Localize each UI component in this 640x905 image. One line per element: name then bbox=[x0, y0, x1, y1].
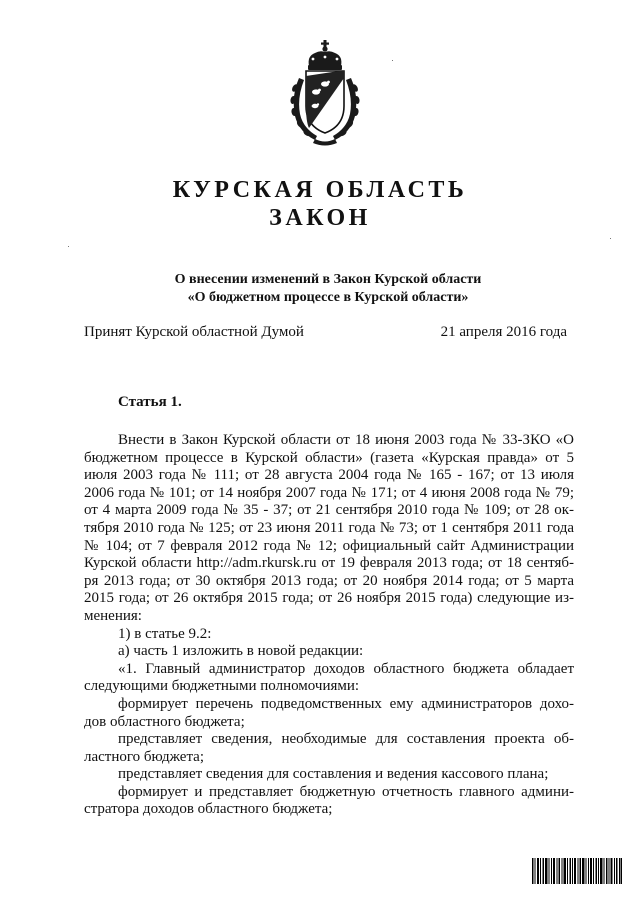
body-line: следующими бюджетными полномочиями: bbox=[84, 678, 360, 695]
region-title: КУРСКАЯ ОБЛАСТЬ bbox=[172, 177, 468, 203]
body-line: ластного бюджета; bbox=[84, 748, 205, 765]
body-line: формирует и представляет бюджетную отчетность главного админи- bbox=[118, 783, 574, 800]
barcode-icon bbox=[532, 858, 622, 884]
coat-of-arms-icon bbox=[285, 40, 365, 148]
body-line: Курской области http://adm.rkursk.ru от 19 февраля 2013 года; от 18 сентяб- bbox=[84, 555, 574, 572]
adoption-info-row bbox=[84, 322, 567, 342]
body-line: Внести в Закон Курской области от 18 июня 2003 года № 33-ЗКО «О bbox=[118, 432, 574, 448]
body-line: от 4 марта 2009 года № 35 - 37; от 21 сентября 2010 года № 109; от 28 ок- bbox=[84, 502, 574, 519]
article-body bbox=[84, 432, 574, 819]
adoption-date: 21 апреля 2016 года bbox=[440, 324, 567, 340]
document-type-title: ЗАКОН bbox=[269, 205, 371, 231]
body-line: представляет сведения для составления и ведения кассового плана; bbox=[118, 766, 549, 783]
body-line: № 104; от 7 февраля 2012 года № 12; официальный сайт Администрации bbox=[84, 537, 574, 554]
adopted-by-text: Принят Курской областной Думой bbox=[84, 324, 304, 340]
body-line: тября 2010 года № 125; от 23 июня 2011 года № 73; от 1 сентября 2011 года bbox=[84, 519, 574, 536]
body-line: ря 2013 года; от 30 октября 2013 года; от 20 ноября 2014 года; от 5 марта bbox=[84, 572, 574, 589]
body-line: бюджетном процессе в Курской области» (газета «Курская правда» от 5 bbox=[84, 449, 574, 466]
body-line: представляет сведения, необходимые для составления проекта об- bbox=[118, 731, 574, 748]
scan-speck bbox=[610, 238, 611, 239]
scan-speck bbox=[392, 60, 393, 61]
body-line: дов областного бюджета; bbox=[84, 713, 245, 730]
body-line: «1. Главный администратор доходов областного бюджета обладает bbox=[118, 660, 574, 677]
law-subtitle-line-1: О внесении изменений в Закон Курской области bbox=[174, 272, 482, 287]
body-line: менения: bbox=[84, 607, 142, 624]
body-line: июля 2003 года № 111; от 28 августа 2004 года № 165 - 167; от 13 июля bbox=[84, 467, 574, 484]
body-line: формирует перечень подведомственных ему администраторов дохо- bbox=[118, 695, 574, 712]
scan-speck bbox=[68, 246, 69, 247]
law-subtitle-line-2: «О бюджетном процессе в Курской области» bbox=[187, 290, 469, 305]
body-line: стратора доходов областного бюджета; bbox=[84, 801, 333, 818]
body-line: а) часть 1 изложить в новой редакции: bbox=[118, 643, 364, 660]
article-heading: Статья 1. bbox=[118, 394, 182, 410]
body-line: 2006 года № 101; от 14 ноября 2007 года № 171; от 4 июня 2008 года № 79; bbox=[84, 484, 574, 501]
body-line: 2015 года; от 26 октября 2015 года; от 26 ноября 2015 года) следующие из- bbox=[84, 590, 574, 607]
body-line: 1) в статье 9.2: bbox=[118, 625, 212, 642]
